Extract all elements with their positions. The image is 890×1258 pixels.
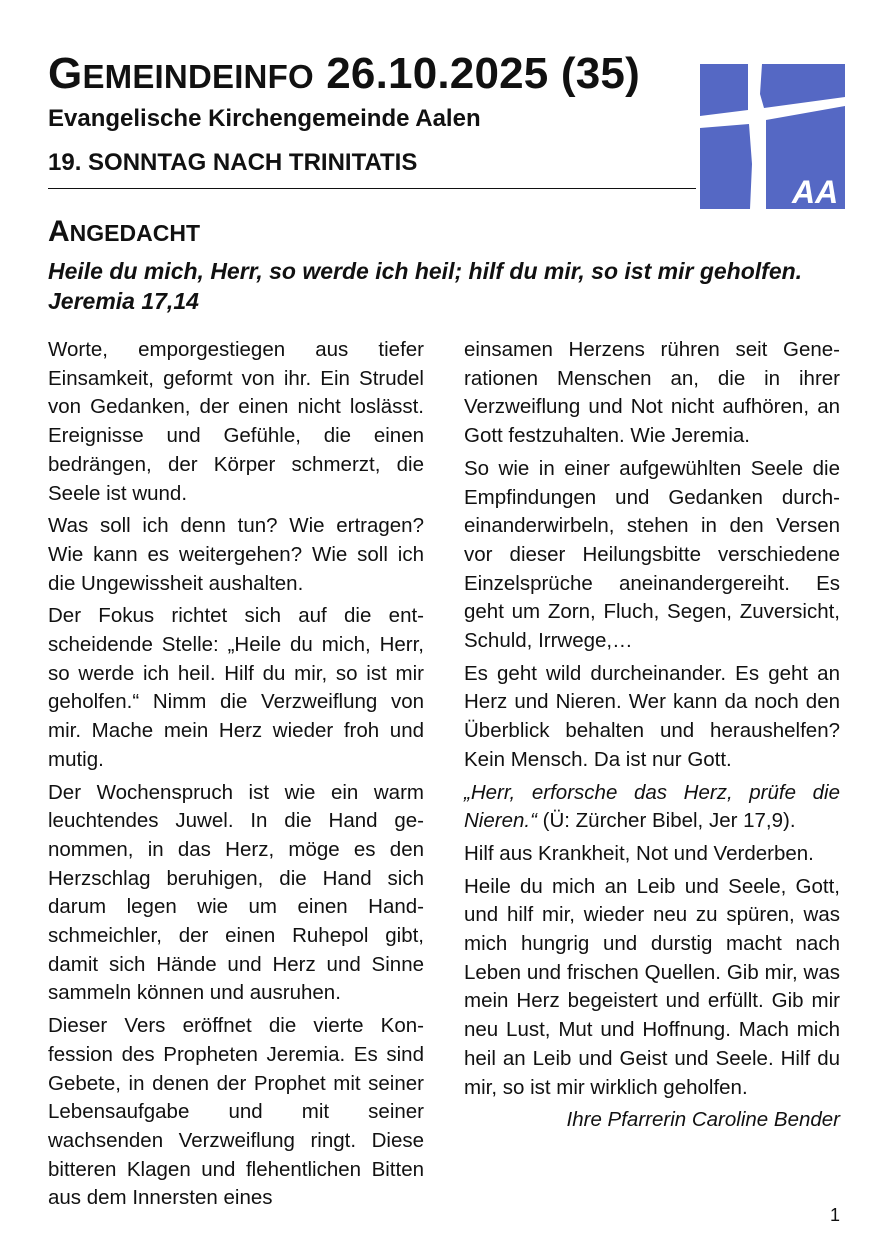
page-title [48, 48, 640, 103]
signature: Ihre Pfarrerin Caroline Bender [566, 1108, 840, 1132]
congregation-name: Evangelische Kirchengemeinde Aalen [48, 105, 481, 132]
paragraph [464, 779, 840, 836]
verse-text: Heile du mich, Herr, so werde ich heil; hilf du mir, so ist mir geholfen. [48, 258, 803, 284]
paragraph: einsamen Herzens rühren seit Generationen Menschen an, die in ihrer Verzweiflung und Not nicht aufhören, an Gott festzuhalten. Wie Jeremia. [464, 338, 840, 448]
logo-text: AA [792, 174, 839, 209]
paragraph: Heile du mich an Leib und Seele, Gott, und hilf mir, wieder neu zu spüren, was mich hungrig und durstig macht nach Leben und frischen Quellen. Gib mir, was mein Herz begeistert und erfüllt. Gib mir neu Lust, Mut und Hoffnung. Mach mich heil an Leib und Geist und Seele. Hilf du mir, so ist mir wirklich geholfen. [464, 874, 840, 1099]
bible-citation: (Ü: Zürcher Bibel, Jer 17,9). [536, 809, 796, 833]
section-title-smallcaps: NGEDACHT [69, 220, 201, 246]
left-column [48, 336, 424, 1217]
church-logo [700, 64, 845, 209]
paragraph: Der Wochenspruch ist wie ein warm leuchtendes Juwel. In die Hand genommen, in das Herz, möge es den Herzschlag beruhigen, die Hand sich darum legen wie um einen Handschmeichler, der einen Ruhepol gibt, damit sich Hände und Herz und Sinne sammeln können und ausruhen. [48, 780, 424, 1005]
paragraph: Der Fokus richtet sich auf die entscheidende Stelle: „Heile du mich, Herr, so werde ich heil. Hilf du mir, so ist mir geholfen.“ Nimm die Verzweiflung von mir. Mache mein Herz wieder froh und mutig. [48, 604, 424, 771]
cross-logo-icon [700, 64, 845, 209]
section-title [48, 214, 200, 251]
right-column [464, 336, 840, 1139]
title-initial: G [48, 49, 83, 98]
section-title-initial: A [48, 215, 70, 248]
paragraph: So wie in einer aufgewühlten Seele die Empfindungen und Gedanken durcheinanderwirbeln, stehen in den Versen vor dieser Heilungsbitte verschiedene Einzelsprüche aneinandergereiht. Es geht um Zorn, Fluch, Segen, Zuversicht, Schuld, Irrwege,… [464, 456, 840, 653]
verse-reference: Jeremia 17,14 [48, 288, 199, 314]
paragraph: Hilf aus Krankheit, Not und Verderben. [464, 841, 814, 865]
title-date: 26.10.2025 (35) [326, 49, 640, 98]
paragraph: Es geht wild durcheinander. Es geht an Herz und Nieren. Wer kann da noch den Überblick behalten und heraushelfen? Kein Mensch. Da ist nur Gott. [464, 661, 840, 771]
weekly-verse [48, 256, 848, 316]
paragraph: Was soll ich denn tun? Wie ertragen? Wie kann es weitergehen? Wie soll ich die Ungewissheit aushalten. [48, 514, 424, 595]
header-divider [48, 188, 696, 189]
sunday-name: 19. SONNTAG NACH TRINITATIS [48, 149, 418, 176]
page-number: 1 [829, 1205, 840, 1225]
paragraph: Dieser Vers eröffnet die vierte Konfession des Propheten Jeremia. Es sind Gebete, in denen der Prophet mit seiner Lebensaufgabe und mit seiner wachsenden Verzweiflung ringt. Diese bitteren Klagen und flehentlichen Bitten aus dem Innersten eines [48, 1014, 424, 1210]
paragraph: Worte, emporgestiegen aus tiefer Einsamkeit, geformt von ihr. Ein Strudel von Gedanken, der einen nicht loslässt. Ereignisse und Gefühle, die einen bedrängen, der Körper schmerzt, die Seele ist wund. [48, 338, 424, 505]
title-smallcaps: EMEINDEINFO [82, 58, 314, 95]
bible-quote: „Herr, erforsche das Herz, prüfe die Nieren.“ [464, 780, 840, 833]
